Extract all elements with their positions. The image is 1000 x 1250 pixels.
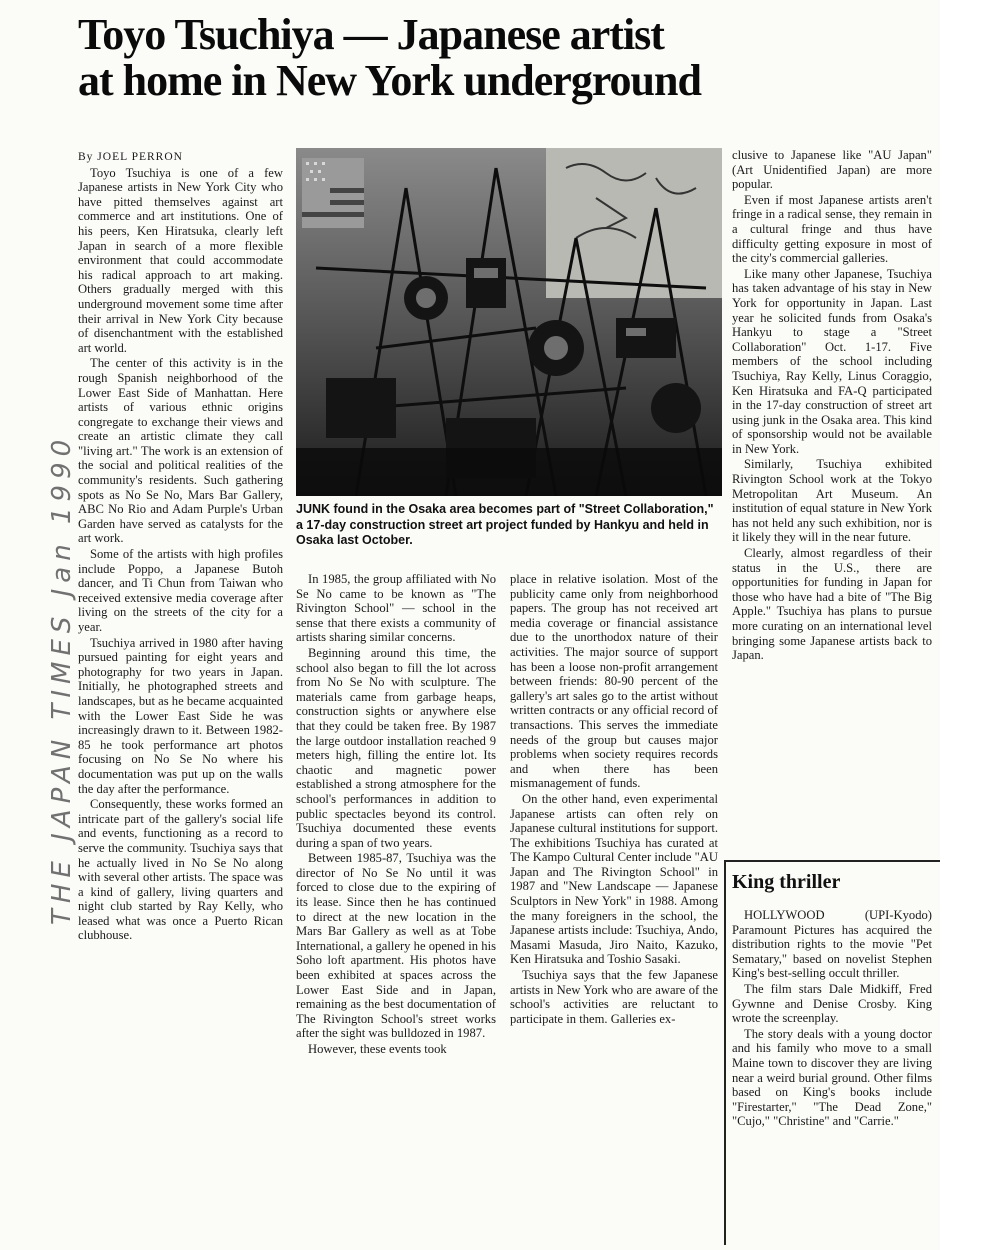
paragraph: Some of the artists with high profiles include Poppo, a Japanese Butoh dancer, and Ti Chun from Taiwan who received extensive media coverage after living on the streets of the city for a year.: [78, 547, 283, 634]
paragraph: Clearly, almost regardless of their status in the U.S., there are opportunities for funding in Japan for those who have had a bite of "The Big Apple." Tsuchiya has plans to pursue more curating on an international level bringing some Japanese artists back to Japan.: [732, 546, 932, 663]
paragraph: The center of this activity is in the rough Spanish neighborhood of the Lower East Side of Manhattan. Here artists of various ethnic origins congregate to exchange their views and create an artistic climate they call "living art." The work is an extension of the social and political realities of the community's residents. Such gathering spots as No Se No, Mars Bar Gallery, ABC No Rio and Adam Purple's Urban Garden have served as catalysts for the art work.: [78, 356, 283, 546]
page-margin: [940, 0, 1000, 1250]
article-column-1: [78, 150, 283, 1245]
paragraph: Consequently, these works formed an intricate part of the gallery's social life and events, functioning as a record to serve the community. Tsuchiya says that he actually lived in No Se No along with several other artists. The space was a kind of gallery, living quarters and night club started by Ray Kelly, who leased what was once a Puerto Rican clubhouse.: [78, 797, 283, 943]
paragraph: The film stars Dale Midkiff, Fred Gywnne and Denise Crosby. King wrote the screenplay.: [732, 981, 932, 1026]
photo-caption: JUNK found in the Osaka area becomes part of "Street Collaboration," a 17-day construction street art project funded by Hankyu and held in Osaka last October.: [296, 502, 714, 547]
paragraph: Between 1985-87, Tsuchiya was the director of No Se No until it was forced to close due to the expiring of its lease. Since then he has continued to direct at the new location in the Mars Bar Gallery as well as at Tobe International, a gallery he opened in his Soho loft apartment. His photos have been exhibited at spaces across the Lower East Side and in Japan, remaining as the best documentation of The Rivington School's street works after the sight was bulldozed in 1987.: [296, 851, 496, 1041]
paragraph: Similarly, Tsuchiya exhibited Rivington School work at the Tokyo Metropolitan Art Museum. An institution of equal stature in New York has not held any such exhibition, nor is it likely they will in the near future.: [732, 457, 932, 545]
paragraph: Tsuchiya says that the few Japanese artists in New York who are aware of the school's activities are reluctant to participate in them. Galleries ex-: [510, 968, 718, 1026]
paragraph: Tsuchiya arrived in 1980 after having pursued painting for eight years and photography for two years in Japan. Initially, he photographed streets and landscapes, but as he became acquainted with the Lower East Side he was increasingly drawn to it. Between 1982-85 he took performance art photos focusing on No Se No where his documentation was put up on the walls the day after the performance.: [78, 635, 283, 796]
headline-line-2: at home in New York underground: [78, 56, 701, 105]
sidebar-left-rule: [724, 860, 726, 1245]
headline-line-1: Toyo Tsuchiya — Japanese artist: [78, 10, 664, 59]
junk-sculpture-photo: [296, 148, 722, 496]
sidebar-headline: King thriller: [732, 871, 841, 893]
byline: By JOEL PERRON: [78, 151, 183, 163]
article-column-2: [296, 572, 496, 1245]
paragraph: Like many other Japanese, Tsuchiya has taken advantage of his stay in New York for opportunity in Japan. Last year he solicited funds from Osaka's Hankyu to stage a "Street Collaboration" Oct. 1-17. Five members of the school including Tsuchiya, Ray Kelly, Linus Coraggio, Ken Hiratsuka and FA-Q participated in the 17-day construction of street art using junk in the Osaka area. This kind of sponsorship would not be available in New York.: [732, 266, 932, 456]
sidebar-top-rule: [724, 860, 942, 862]
paragraph: In 1985, the group affiliated with No Se No came to be known as "The Rivington School" — school in the sense that there exists a community of artists sharing similar concerns.: [296, 572, 496, 645]
headline: [78, 12, 858, 104]
paragraph: However, these events took: [308, 1042, 447, 1056]
paragraph: Beginning around this time, the school also began to fill the lot across from No Se No with sculpture. The materials came from garbage heaps, construction sights or anywhere else that they could be taken free. By 1987 the large outdoor installation reached 9 meters high, filling the entire lot. Its chaotic and magnetic power established a strong atmosphere for the school's performances in addition to public spectacles beyond its control. Tsuchiya documented these events during a span of two years.: [296, 645, 496, 850]
paragraph: The story deals with a young doctor and his family who move to a small Maine town to discover they are living near a weird burial ground. Other films based on King's books include "Firestarter," "The Dead Zone," "Cujo," "Christine" and "Carrie.": [732, 1026, 932, 1129]
sidebar-column: [732, 908, 932, 1245]
article-column-4: [732, 148, 932, 848]
handwritten-source-stamp: THE JAPAN TIMES Jan 1990: [47, 433, 77, 925]
paragraph: Even if most Japanese artists aren't fringe in a radical sense, they remain in a cultural fringe and thus have difficulty getting exposure in most of the city's commercial galleries.: [732, 192, 932, 266]
paragraph: clusive to Japanese like "AU Japan" (Art Unidentified Japan) are more popular.: [732, 148, 932, 192]
article-column-3: [510, 572, 718, 1245]
paragraph: On the other hand, even experimental Japanese artists can often rely on Japanese cultural institutions for support. The exhibitions Tsuchiya has curated at The Kampo Cultural Center include "AU Japan and The Rivington School" in 1987 and "New Landscape — Japanese Sculptors in New York" in 1988. Among the many foreigners in the school, the Japanese artists include: Tsuchiya, Ando, Masami Masuda, Jiro Naito, Kazuko, Ken Hiratsuka and Toshio Sasaki.: [510, 791, 718, 967]
paragraph: HOLLYWOOD (UPI-Kyodo) Paramount Pictures has acquired the distribution rights to the movie "Pet Sematary," based on novelist Stephen King's best-selling occult thriller.: [732, 908, 932, 981]
article-photo: [296, 148, 722, 496]
paragraph: place in relative isolation. Most of the publicity came only from neighborhood papers. The group has not received art media coverage or financial assistance due to the unorthodox nature of their activities. The major source of support has been a loose non-profit arrangement between friends: 80-90 percent of the gallery's art sales go to the artist without written contracts or any official record of transactions. This serves the immediate needs of the group but causes major problems when society requires records and when there has been mismanagement of funds.: [510, 572, 718, 791]
paragraph: Toyo Tsuchiya is one of a few Japanese artists in New York City who have pitted themselves against art commerce and art institutions. One of his peers, Ken Hiratsuka, clearly left Japan in search of a more flexible environment that could accommodate his radical approach to art making. Others gradually merged with this underground movement some time after their arrival in New York City because of disenchantment with the established art world.: [78, 165, 283, 355]
